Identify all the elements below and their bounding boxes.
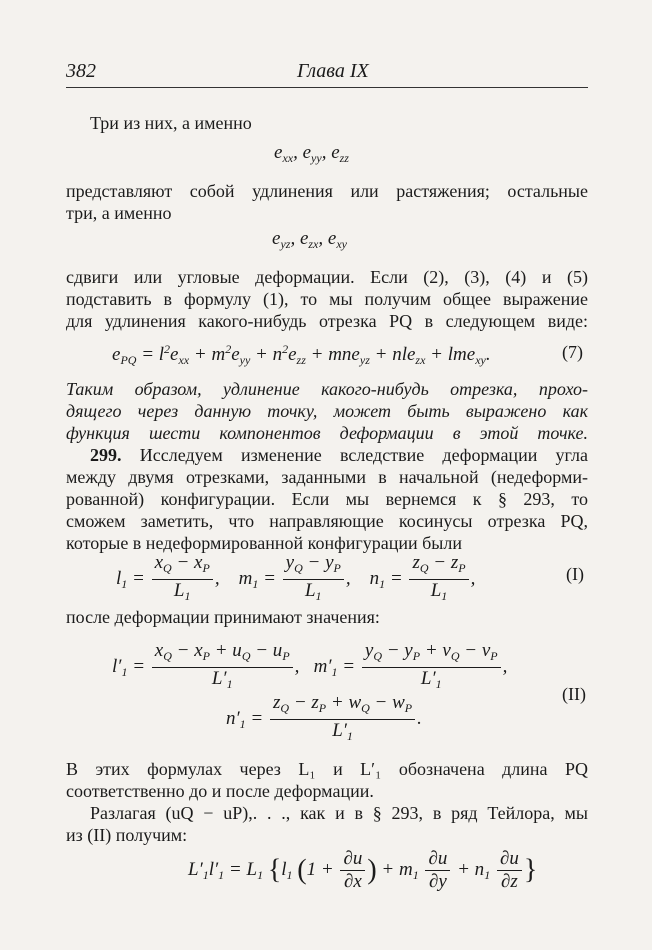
italic-line: дящего через данную точку, может быть выражено как [66,401,588,421]
text-line: рованной) конфигурации. Если мы вернемся к § 293, то [66,489,588,509]
text-line: представляют собой удлинения или растяжения; остальные [66,181,588,201]
text-line: В этих формулах через L₁ и L′₁ обозначена длина PQ [66,759,588,779]
header-rule [66,87,588,88]
text-line: сдвиги или угловые деформации. Если (2), (3), (4) и (5) [66,267,588,287]
section-number: 299. [90,445,122,465]
text-line: три, а именно [66,203,172,223]
italic-line: функция шести компонентов деформации в этой точке. [66,423,588,443]
text-line: Три из них, а именно [90,113,252,133]
equation-number: (II) [562,684,586,704]
equation-II-row2: $n'_1$ = $\frac{z_Q - z_P + w_Q - w_P}{L'_1}$ . [226,692,422,743]
running-head: Глава IX [297,60,369,82]
italic-line: Таким образом, удлинение какого-нибудь отрезка, прохо- [66,379,588,399]
strain-list-normal: $e_{xx}$, $e_{yy}$, $e_{zz}$ [274,142,349,165]
text-line: подставить в формулу (1), то мы получим общее выражение [66,289,588,309]
equation-I: $l_1$ = $\frac{x_Q - x_P}{L_1}$ , $m_1$ = $\frac{y_Q - y_P}{L_1}$ , $n_1$ = $\frac{z_Q - z_P}{L_1}$ , [116,552,476,603]
equation-number: (7) [562,342,583,362]
text-line: соответственно до и после деформации. [66,781,374,801]
equation-number: (I) [566,564,584,584]
paragraph-299-first-line [90,444,588,466]
equation-taylor: $L'_1l'_1 = L_1$ {$l_1$ (1 + $\frac{\partial u}{\partial x}$ ) + $m_1$ $\frac{\partial u}{\partial y}$ + $n_1$ $\frac{\partial u}{\partial z}$ } [188,848,538,892]
equation-7: $e_{PQ} = l^2e_{xx} + m^2e_{yy} + n^2e_{zz} + mne_{yz} + nle_{zx} + lme_{xy}$. [112,342,491,367]
text-line: из (II) получим: [66,825,188,845]
text-line: сможем заметить, что направляющие косинусы отрезка PQ, [66,511,588,531]
text-line: которые в недеформированной конфигурации были [66,533,463,553]
text-line: Исследуем изменение вследствие деформации угла [139,445,588,465]
text-line: для удлинения какого-нибудь отрезка PQ в следующем виде: [66,311,588,331]
text-line: Разлагая (uQ − uP),. . ., как и в § 293, в ряд Тейлора, мы [90,803,588,823]
equation-II-row1: $l'_1$ = $\frac{x_Q - x_P + u_Q - u_P}{L'_1}$ , $m'_1$ = $\frac{y_Q - y_P + v_Q - v_P}{L'_1}$ , [112,640,508,691]
text-line: между двумя отрезками, заданными в начальной (недеформи- [66,467,588,487]
text-line: после деформации принимают значения: [66,607,380,627]
strain-list-shear: $e_{yz}$, $e_{zx}$, $e_{xy}$ [272,228,347,251]
page-number: 382 [66,60,96,82]
